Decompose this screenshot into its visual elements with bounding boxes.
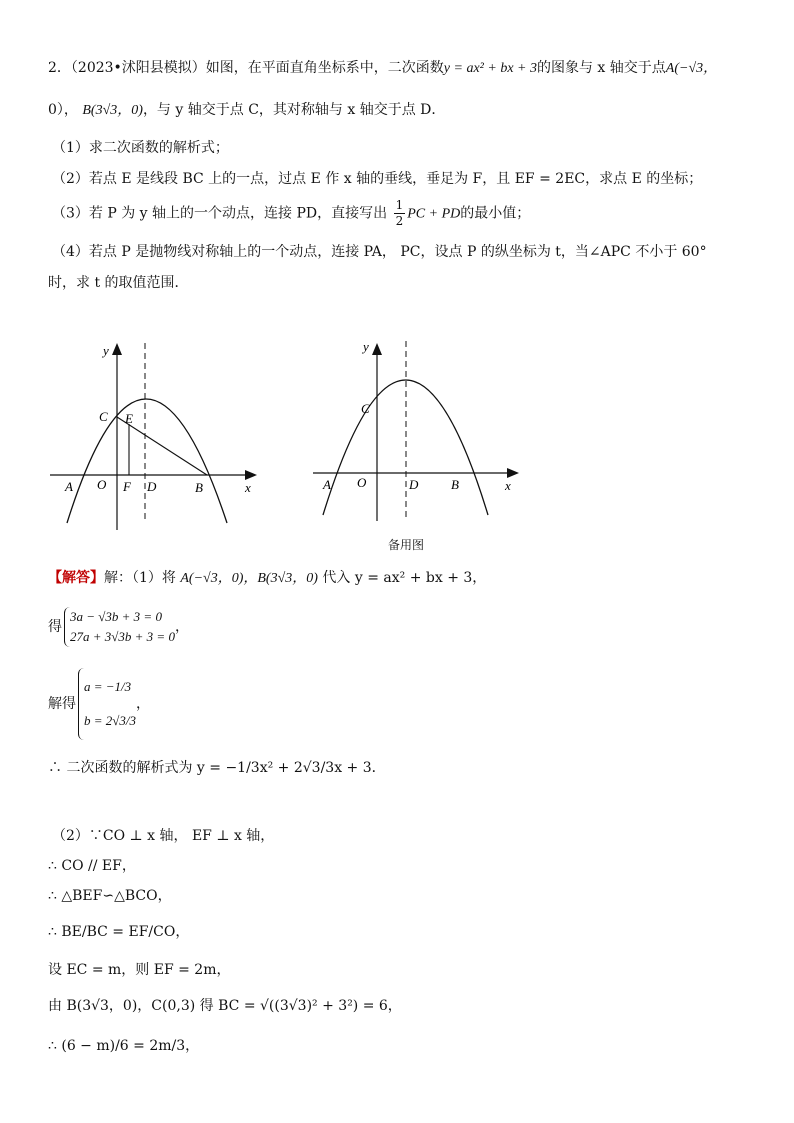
question-4b: 时，求 t 的取值范围． bbox=[48, 275, 189, 291]
solution-line-1 bbox=[48, 568, 486, 589]
fig2-label-a: A bbox=[323, 477, 331, 492]
solution-1c: 代入 y = ax² + bx + 3， bbox=[322, 570, 487, 586]
fraction-one-half: $\frac{1}{2}$ bbox=[395, 198, 404, 228]
fig1-label-b: B bbox=[195, 480, 203, 495]
solve-system: 解得 a = −1/3 b = 2√3/3 ， bbox=[48, 668, 150, 740]
equation-1: 3a − √3b + 3 = 0 bbox=[70, 609, 162, 624]
problem-mid: 的图象与 x 轴交于点 bbox=[536, 60, 666, 76]
fig1-label-f: F bbox=[123, 479, 131, 494]
figure-2 bbox=[305, 335, 535, 535]
fig2-label-y: y bbox=[363, 339, 369, 354]
question-3 bbox=[52, 198, 530, 229]
solution-points: A(−√3，0)，B(3√3，0) bbox=[180, 571, 318, 586]
problem-line-1 bbox=[48, 58, 717, 79]
fig2-label-x: x bbox=[505, 478, 511, 493]
problem-intro: 2．（2023•沭阳县模拟）如图，在平面直角坐标系中，二次函数 bbox=[48, 60, 444, 76]
conclusion-1: ∴ 二次函数的解析式为 y = −1/3x² + 2√3/3x + 3． bbox=[48, 760, 386, 776]
point-a: A(−√3， bbox=[665, 61, 718, 76]
question-3-expr: PC + PD bbox=[407, 206, 461, 222]
point-b: B(3√3，0) bbox=[82, 103, 143, 118]
solution-2-line-1: （2）∵CO ⊥ x 轴， EF ⊥ x 轴， bbox=[52, 828, 275, 844]
problem-line2a: 0）， bbox=[48, 102, 78, 118]
fig1-label-d: D bbox=[147, 479, 157, 494]
solution-brace bbox=[78, 668, 136, 740]
fig1-label-y: y bbox=[103, 343, 109, 358]
fig1-label-x: x bbox=[245, 480, 251, 495]
figure-1 bbox=[45, 335, 275, 535]
equation-2: 27a + 3√3b + 3 = 0 bbox=[70, 629, 175, 644]
fig2-label-c: C bbox=[361, 401, 370, 416]
solution-2-line-7: ∴ (6 − m)/6 = 2m/3， bbox=[48, 1038, 200, 1054]
function-expression: y = ax² + bx + 3 bbox=[443, 61, 537, 76]
fig1-label-o: O bbox=[97, 477, 107, 492]
question-1: （1）求二次函数的解析式； bbox=[52, 140, 229, 156]
equation-brace bbox=[64, 607, 175, 647]
fig1-label-e: E bbox=[125, 411, 133, 426]
fig2-label-o: O bbox=[357, 475, 367, 490]
question-3c: 的最小值； bbox=[460, 205, 531, 222]
question-4a: （4）若点 P 是抛物线对称轴上的一个动点，连接 PA， PC，设点 P 的纵坐标为 t，当∠APC 不小于 60° bbox=[52, 244, 707, 260]
equation-prefix: 得 bbox=[48, 619, 62, 635]
solution-2-line-6: 由 B(3√3，0)，C(0,3) 得 BC = √((3√3)² + 3²) = 6， bbox=[48, 998, 402, 1014]
solution-2-line-5: 设 EC = m，则 EF = 2m， bbox=[48, 962, 231, 978]
solution-b: b = 2√3/3 bbox=[84, 713, 137, 728]
problem-line2b: ，与 y 轴交于点 C，其对称轴与 x 轴交于点 D． bbox=[142, 102, 446, 118]
fig2-label-b: B bbox=[451, 477, 459, 492]
solution-tag: 【解答】 bbox=[48, 570, 104, 586]
solution-2-line-3: ∴ △BEF∽△BCO， bbox=[48, 888, 172, 904]
solution-2-line-4: ∴ BE/BC = EF/CO， bbox=[48, 924, 190, 940]
solve-prefix: 解得 bbox=[48, 696, 76, 712]
equation-system: 得 3a − √3b + 3 = 0 27a + 3√3b + 3 = 0 ， bbox=[48, 607, 189, 647]
question-3a: （3）若 P 为 y 轴上的一个动点，连接 PD，直接写出 bbox=[52, 205, 388, 222]
fig2-label-d: D bbox=[409, 477, 419, 492]
solution-2-line-2: ∴ CO // EF， bbox=[48, 858, 136, 874]
question-2: （2）若点 E 是线段 BC 上的一点，过点 E 作 x 轴的垂线，垂足为 F，且 EF = 2EC，求点 E 的坐标； bbox=[52, 171, 703, 187]
figure-caption: 备用图 bbox=[388, 538, 425, 552]
fig1-label-c: C bbox=[99, 409, 108, 424]
problem-line-2 bbox=[48, 100, 445, 121]
fig1-label-a: A bbox=[65, 479, 73, 494]
solution-a: a = −1/3 bbox=[84, 679, 132, 694]
solution-1a: 解：（1）将 bbox=[104, 570, 176, 586]
